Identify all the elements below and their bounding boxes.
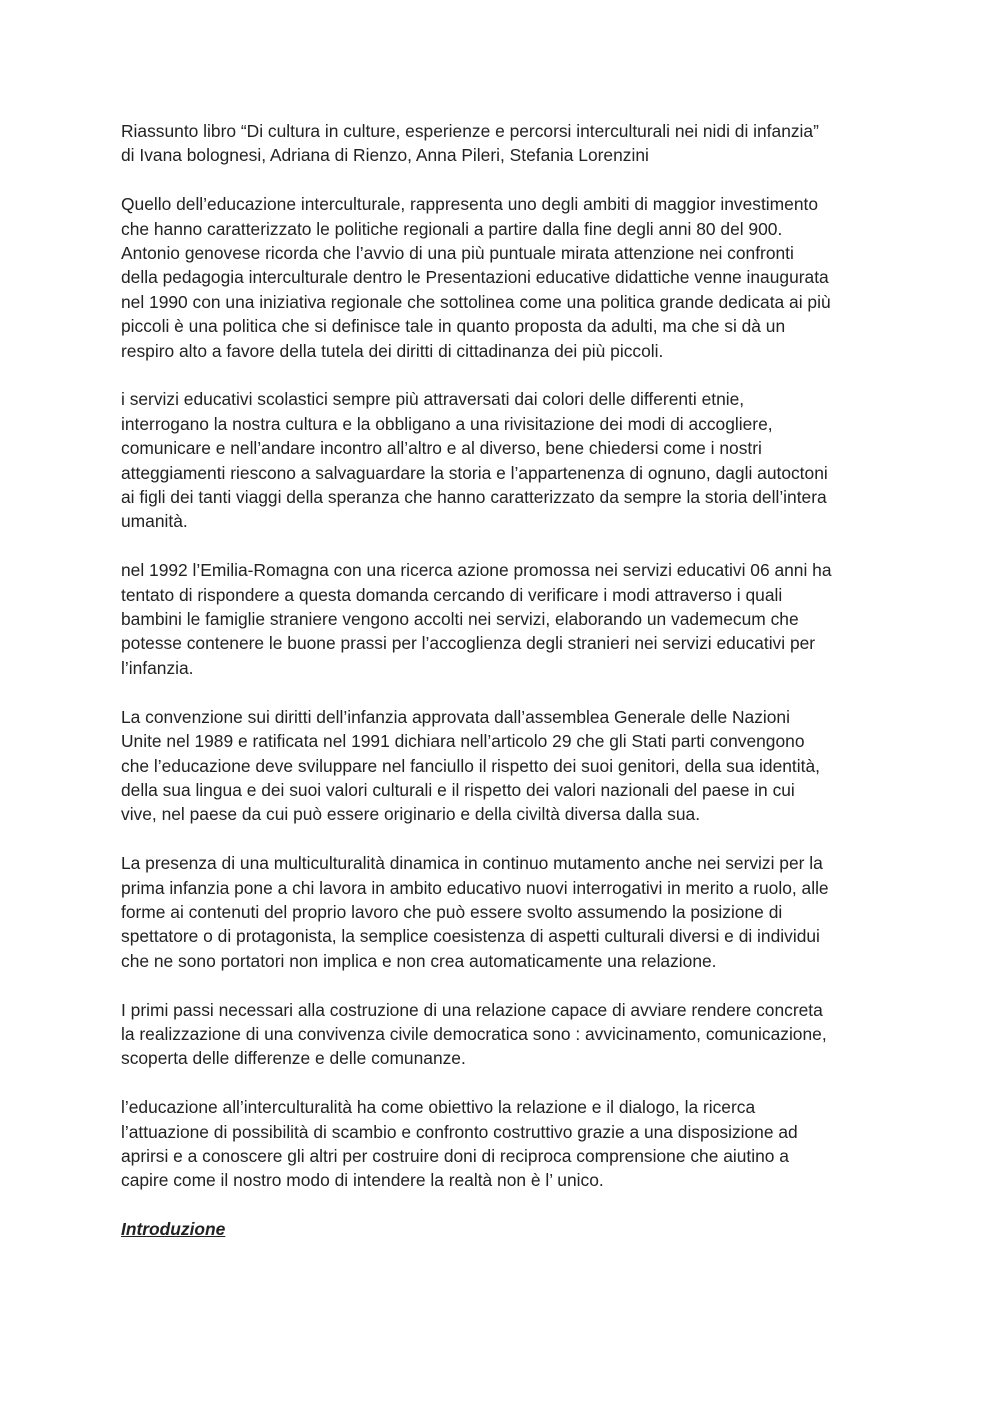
paragraph-1 [121, 192, 881, 363]
paragraph-line: Antonio genovese ricorda che l’avvio di una più puntuale mirata attenzione nei confronti [121, 243, 794, 264]
paragraph-line: capire come il nostro modo di intendere la realtà non è l’ unico. [121, 1170, 604, 1191]
section-heading-block [121, 1217, 881, 1241]
paragraph-line: aprirsi e a conoscere gli altri per costruire doni di reciproca comprensione che aiutino a [121, 1145, 789, 1166]
paragraph-5 [121, 851, 881, 973]
paragraph-line: Unite nel 1989 e ratificata nel 1991 dichiara nell’articolo 29 che gli Stati parti convengono [121, 731, 805, 752]
section-heading: Introduzione [121, 1219, 226, 1240]
paragraph-6 [121, 998, 881, 1071]
paragraph-line: piccoli è una politica che si definisce tale in quanto proposta da adulti, ma che si dà un [121, 316, 786, 337]
paragraph-line: della pedagogia interculturale dentro le Presentazioni educative didattiche venne inaugurata [121, 267, 829, 288]
paragraph-7 [121, 1095, 881, 1193]
paragraph-line: respiro alto a favore della tutela dei diritti di cittadinanza dei più piccoli. [121, 340, 664, 361]
paragraph-line: atteggiamenti riescono a salvaguardare la storia e l’appartenenza di ognuno, dagli autoctoni [121, 462, 828, 483]
paragraph-line: l’attuazione di possibilità di scambio e confronto costruttivo grazie a una disposizione ad [121, 1121, 798, 1142]
paragraph-line: I primi passi necessari alla costruzione di una relazione capace di avviare rendere concreta [121, 999, 823, 1020]
paragraph-line: nel 1990 con una iniziativa regionale che sottolinea come una politica grande dedicata ai più [121, 291, 831, 312]
paragraph-line: scoperta delle differenze e delle comunanze. [121, 1048, 466, 1069]
paragraph-line: ai figli dei tanti viaggi della speranza che hanno caratterizzato da sempre la storia dell’intera [121, 487, 827, 508]
paragraph-line: che l’educazione deve sviluppare nel fanciullo il rispetto dei suoi genitori, della sua identità, [121, 755, 820, 776]
paragraph-line: tentato di rispondere a questa domanda cercando di verificare i modi attraverso i quali [121, 584, 783, 605]
paragraph-line: umanità. [121, 511, 188, 532]
paragraph-line: l’infanzia. [121, 657, 194, 678]
paragraph-line: della sua lingua e dei suoi valori culturali e il rispetto dei valori nazionali del paese in cui [121, 779, 795, 800]
title-line: Riassunto libro “Di cultura in culture, esperienze e percorsi interculturali nei nidi di infanzia” [121, 121, 819, 141]
paragraph-line: La convenzione sui diritti dell’infanzia approvata dall’assemblea Generale delle Nazioni [121, 706, 790, 727]
paragraph-3 [121, 558, 881, 680]
paragraph-line: nel 1992 l’Emilia-Romagna con una ricerca azione promossa nei servizi educativi 06 anni ha [121, 560, 832, 581]
paragraph-line: prima infanzia pone a chi lavora in ambito educativo nuovi interrogativi in merito a ruolo, alle [121, 877, 829, 898]
paragraph-line: i servizi educativi scolastici sempre più attraversati dai colori delle differenti etnie, [121, 389, 745, 410]
paragraph-line: vive, nel paese da cui può essere originario e della civiltà diversa dalla sua. [121, 804, 701, 825]
paragraph-line: potesse contenere le buone prassi per l’accoglienza degli stranieri nei servizi educativi per [121, 633, 816, 654]
paragraph-line: forme ai contenuti del proprio lavoro che può essere svolto assumendo la posizione di [121, 901, 783, 922]
document-title [121, 119, 881, 168]
title-authors-line: di Ivana bolognesi, Adriana di Rienzo, Anna Pileri, Stefania Lorenzini [121, 145, 649, 166]
paragraph-line: comunicare e nell’andare incontro all’altro e al diverso, bene chiedersi come i nostri [121, 438, 762, 459]
paragraph-line: bambini le famiglie straniere vengono accolti nei servizi, elaborando un vademecum che [121, 609, 799, 630]
paragraph-4 [121, 705, 881, 827]
paragraph-line: Quello dell’educazione interculturale, rappresenta uno degli ambiti di maggior investimento [121, 194, 818, 215]
paragraph-line: spettatore o di protagonista, la semplice coesistenza di aspetti culturali diversi e di individui [121, 926, 820, 947]
document-body [121, 119, 881, 1266]
paragraph-line: che hanno caratterizzato le politiche regionali a partire dalla fine degli anni 80 del 900. [121, 218, 783, 239]
paragraph-line: La presenza di una multiculturalità dinamica in continuo mutamento anche nei servizi per la [121, 853, 823, 874]
paragraph-line: la realizzazione di una convivenza civile democratica sono : avvicinamento, comunicazione, [121, 1023, 827, 1044]
paragraph-line: l’educazione all’interculturalità ha come obiettivo la relazione e il dialogo, la ricerca [121, 1097, 756, 1118]
paragraph-line: interrogano la nostra cultura e la obbligano a una rivisitazione dei modi di accogliere, [121, 413, 773, 434]
paragraph-2 [121, 387, 881, 533]
paragraph-line: che ne sono portatori non implica e non crea automaticamente una relazione. [121, 950, 717, 971]
